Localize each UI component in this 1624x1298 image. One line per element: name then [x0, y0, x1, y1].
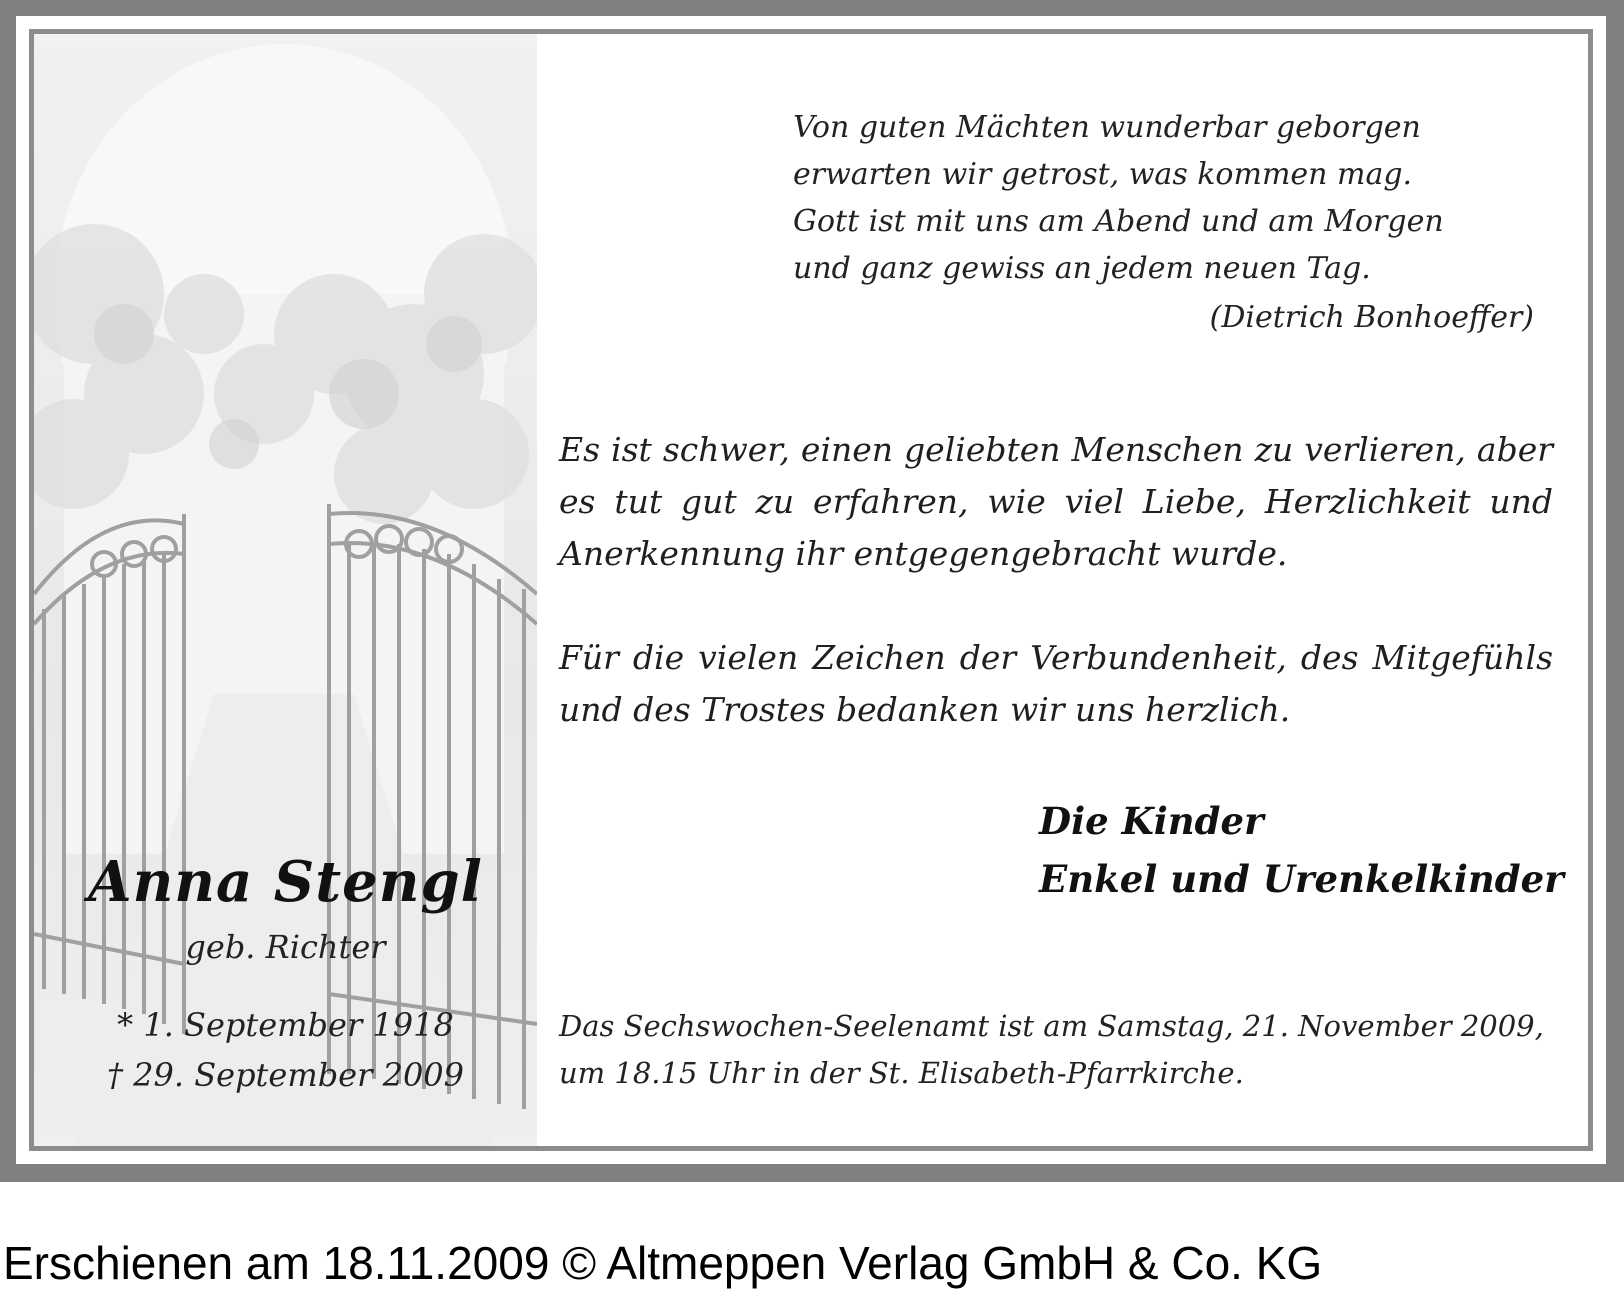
- publication-footer: Erschienen am 18.11.2009 © Altmeppen Verlag GmbH & Co. KG: [3, 1237, 1323, 1289]
- deceased-name: Anna Stengl: [88, 849, 483, 915]
- signature-line: Die Kinder: [1039, 799, 1264, 843]
- birth-date: * 1. September 1918: [117, 1006, 454, 1044]
- service-line: Das Sechswochen-Seelenamt ist am Samstag, 21. November 2009,: [559, 1009, 1544, 1043]
- poem-author: (Dietrich Bonhoeffer): [1209, 300, 1534, 335]
- signature-line: Enkel und Urenkelkinder: [1039, 857, 1564, 901]
- service-line: um 18.15 Uhr in der St. Elisabeth-Pfarrkirche.: [559, 1056, 1244, 1090]
- poem-line: und ganz gewiss an jedem neuen Tag.: [793, 251, 1371, 286]
- death-date: † 29. September 2009: [106, 1056, 465, 1094]
- poem-line: Gott ist mit uns am Abend und am Morgen: [793, 204, 1444, 239]
- thank-you-message: [559, 424, 1553, 736]
- signature: [1039, 792, 1579, 908]
- deceased-info: [34, 850, 537, 1100]
- poem: [793, 104, 1559, 341]
- message-paragraph: Für die vielen Zeichen der Verbundenheit, des Mitgefühls und des Trostes bedanken wir uns herzlich.: [559, 638, 1553, 729]
- life-dates: [34, 1000, 537, 1100]
- poem-line: Von guten Mächten wunderbar geborgen: [793, 110, 1421, 145]
- message-paragraph: Es ist schwer, einen geliebten Menschen zu verlieren, aber es tut gut zu erfahren, wie viel Liebe, Herzlichkeit und Anerkennung ihr entgegengebracht wurde.: [559, 430, 1553, 573]
- memorial-service-info: [559, 1003, 1553, 1097]
- poem-line: erwarten wir getrost, was kommen mag.: [793, 157, 1413, 192]
- maiden-name: geb. Richter: [185, 928, 386, 966]
